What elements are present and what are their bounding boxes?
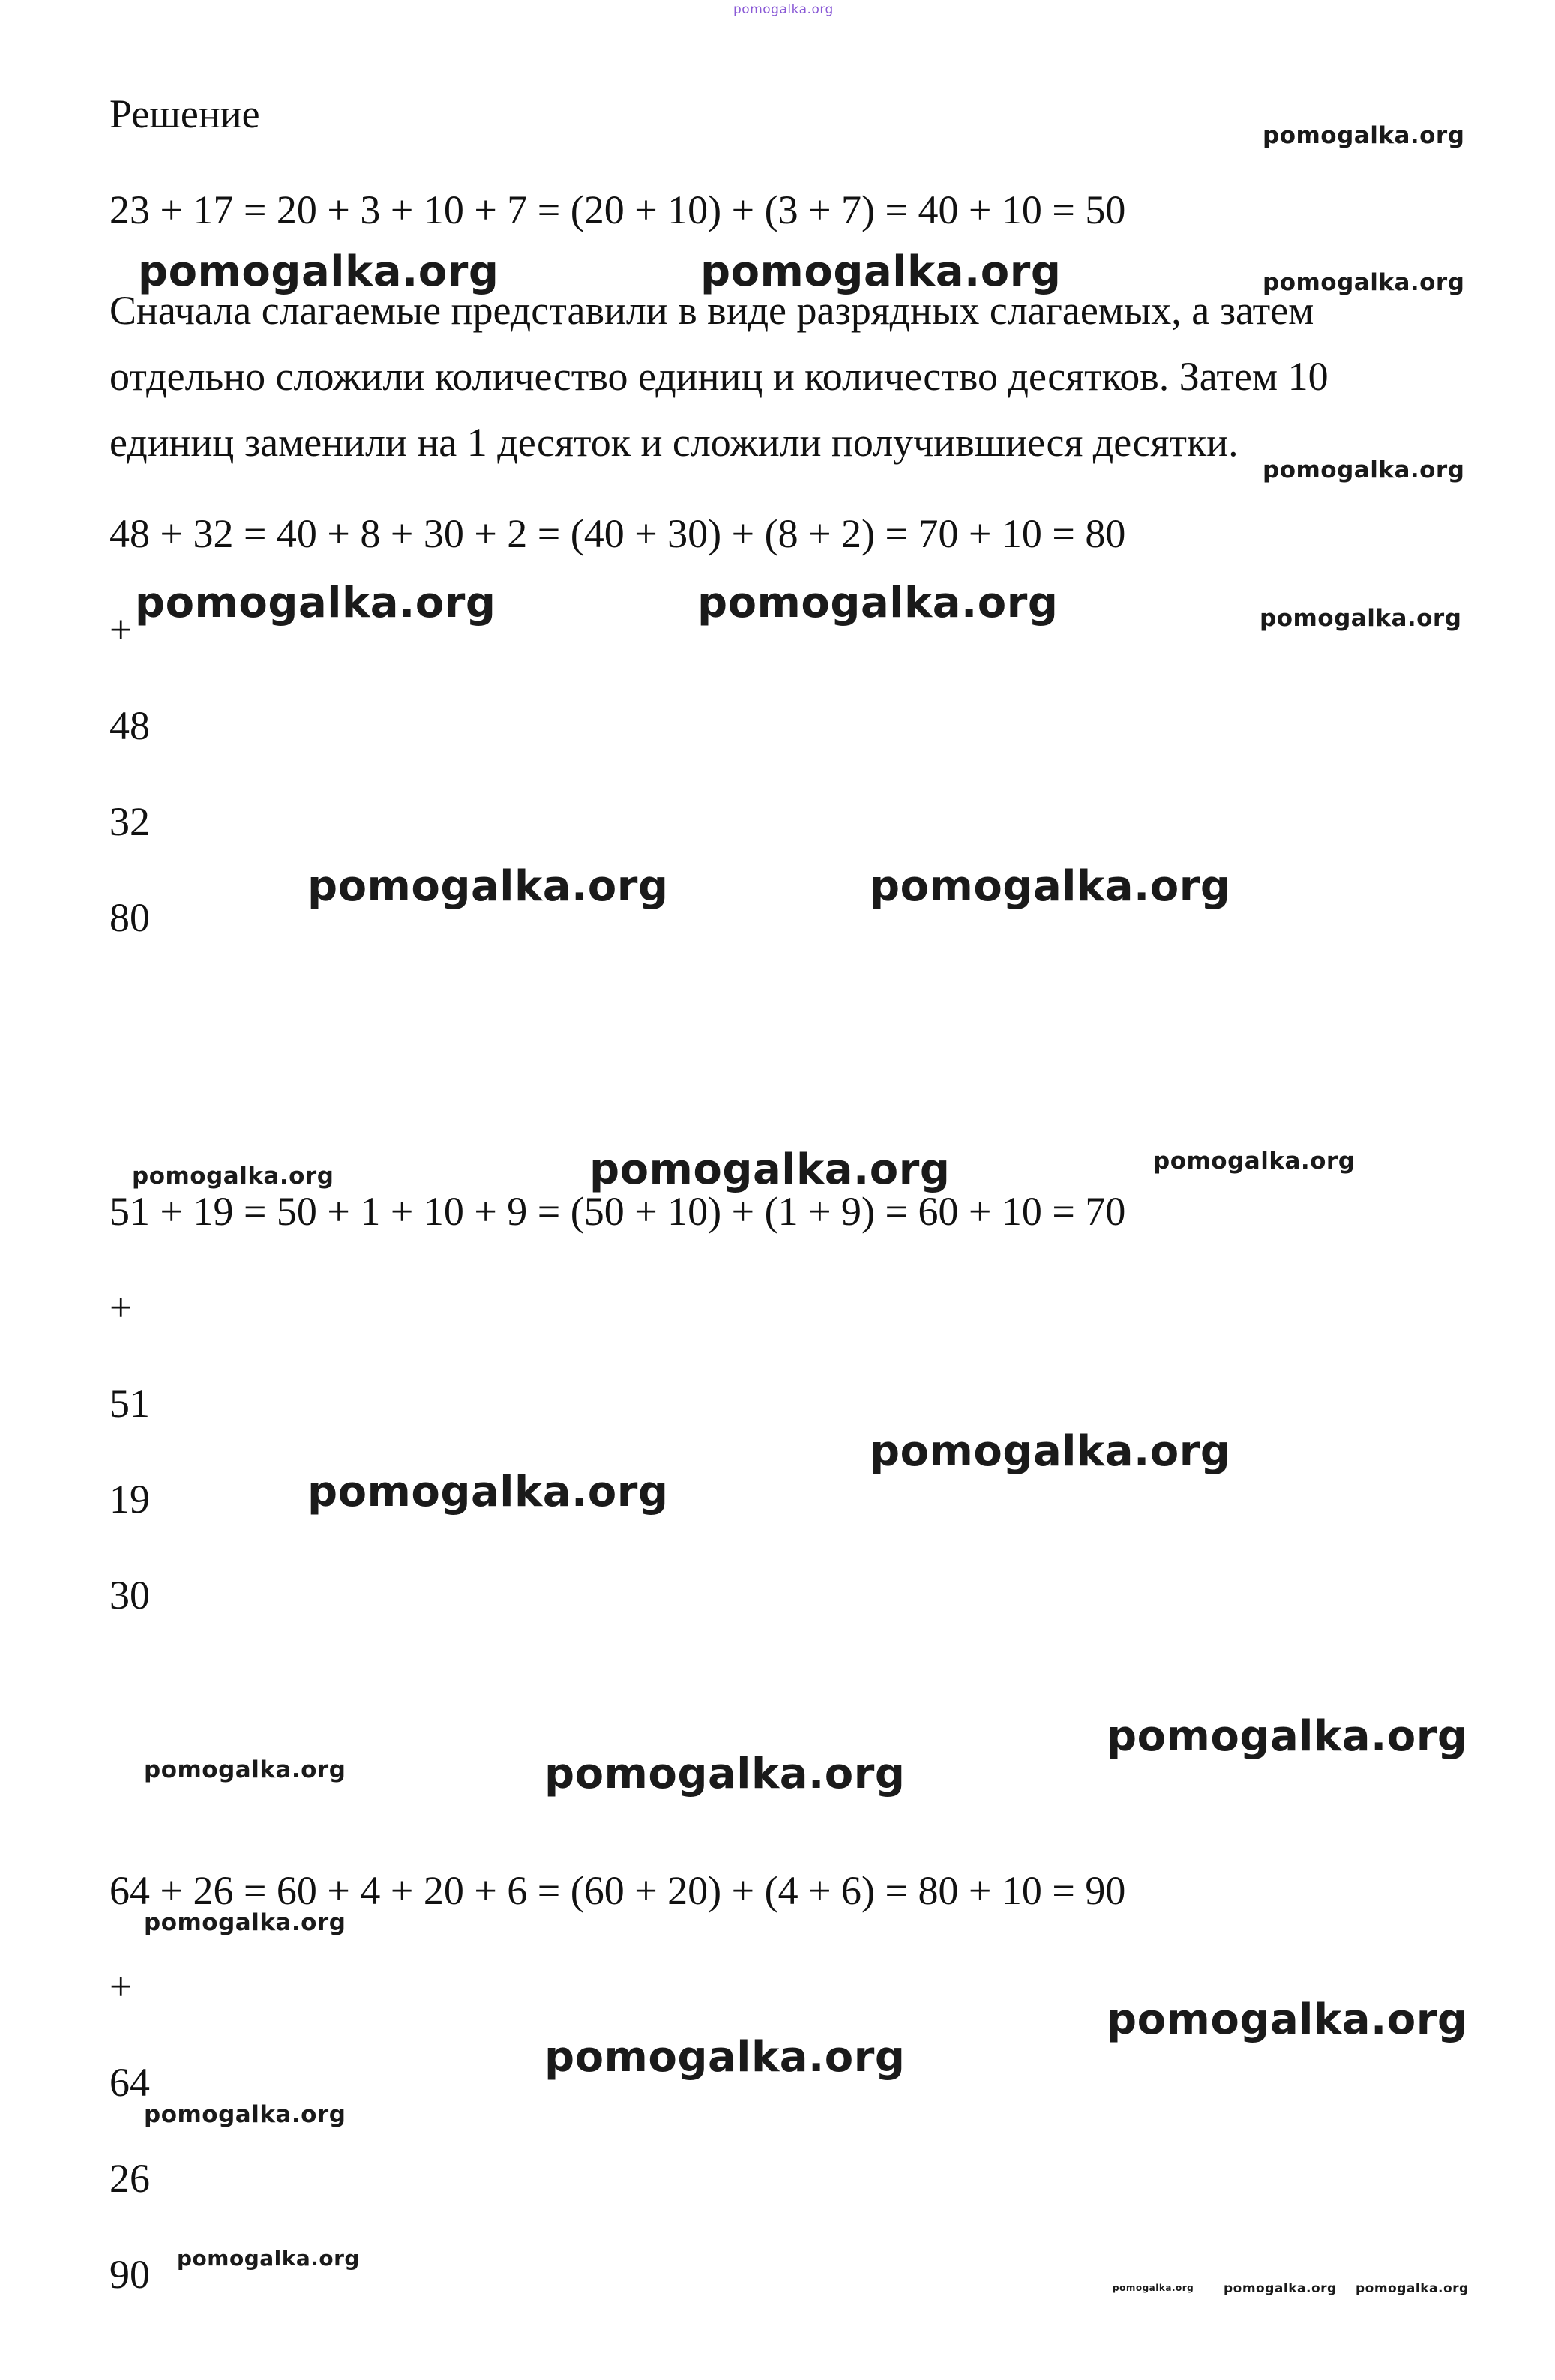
page-title: Решение xyxy=(109,91,260,136)
watermark: pomogalka.org xyxy=(138,247,499,296)
watermark: pomogalka.org xyxy=(697,579,1059,627)
addend-b: 19 xyxy=(109,1477,150,1522)
watermark: pomogalka.org xyxy=(1107,1712,1468,1761)
addend-a: 64 xyxy=(109,2060,150,2105)
watermark: pomogalka.org xyxy=(1263,457,1465,483)
watermark: pomogalka.org xyxy=(1224,2281,1337,2296)
sum-result: 90 xyxy=(109,2252,150,2297)
equation-1: 23 + 17 = 20 + 3 + 10 + 7 = (20 + 10) + (3 + 7) = 40 + 10 = 50 xyxy=(109,187,1126,232)
watermark: pomogalka.org xyxy=(870,1427,1231,1476)
watermark: pomogalka.org xyxy=(1263,122,1465,149)
watermark: pomogalka.org xyxy=(135,579,496,627)
explanation-paragraph: Сначала слагаемые представили в виде разрядных слагаемых, а затем отдельно сложили количество единиц и количество десятков. Затем 10 единиц заменили на 1 десяток и сложили получившиеся десятки. xyxy=(109,288,1329,465)
watermark: pomogalka.org xyxy=(700,247,1062,296)
watermark: pomogalka.org xyxy=(132,1163,334,1190)
watermark: pomogalka.org xyxy=(144,1756,346,1783)
watermark: pomogalka.org xyxy=(1260,605,1462,632)
watermark: pomogalka.org xyxy=(177,2246,360,2271)
addend-a: 51 xyxy=(109,1381,150,1426)
plus-sign: + xyxy=(109,607,133,652)
watermark: pomogalka.org xyxy=(1107,1995,1468,2044)
watermark: pomogalka.org xyxy=(307,1468,669,1516)
watermark: pomogalka.org xyxy=(1153,1148,1356,1175)
watermark: pomogalka.org xyxy=(544,2033,906,2082)
plus-sign: + xyxy=(109,1964,133,2009)
watermark: pomogalka.org xyxy=(1263,269,1465,296)
watermark: pomogalka.org xyxy=(307,862,669,911)
watermark: pomogalka.org xyxy=(144,2101,346,2128)
watermark: pomogalka.org xyxy=(1356,2281,1469,2296)
sum-result: 80 xyxy=(109,895,150,940)
equation-4: 64 + 26 = 60 + 4 + 20 + 6 = (60 + 20) + (4 + 6) = 80 + 10 = 90 xyxy=(109,1868,1126,1913)
equation-3: 51 + 19 = 50 + 1 + 10 + 9 = (50 + 10) + (1 + 9) = 60 + 10 = 70 xyxy=(109,1189,1126,1234)
addend-a: 48 xyxy=(109,703,150,748)
addend-b: 26 xyxy=(109,2156,150,2201)
header-watermark: pomogalka.org xyxy=(733,2,834,17)
watermark: pomogalka.org xyxy=(589,1145,951,1194)
watermark: pomogalka.org xyxy=(870,862,1231,911)
watermark: pomogalka.org xyxy=(544,1750,906,1798)
addend-b: 32 xyxy=(109,799,150,844)
sum-result: 30 xyxy=(109,1573,150,1618)
plus-sign: + xyxy=(109,1285,133,1330)
watermark: pomogalka.org xyxy=(144,1909,346,1936)
watermark: pomogalka.org xyxy=(1113,2283,1194,2293)
equation-2: 48 + 32 = 40 + 8 + 30 + 2 = (40 + 30) + (8 + 2) = 70 + 10 = 80 xyxy=(109,511,1126,556)
